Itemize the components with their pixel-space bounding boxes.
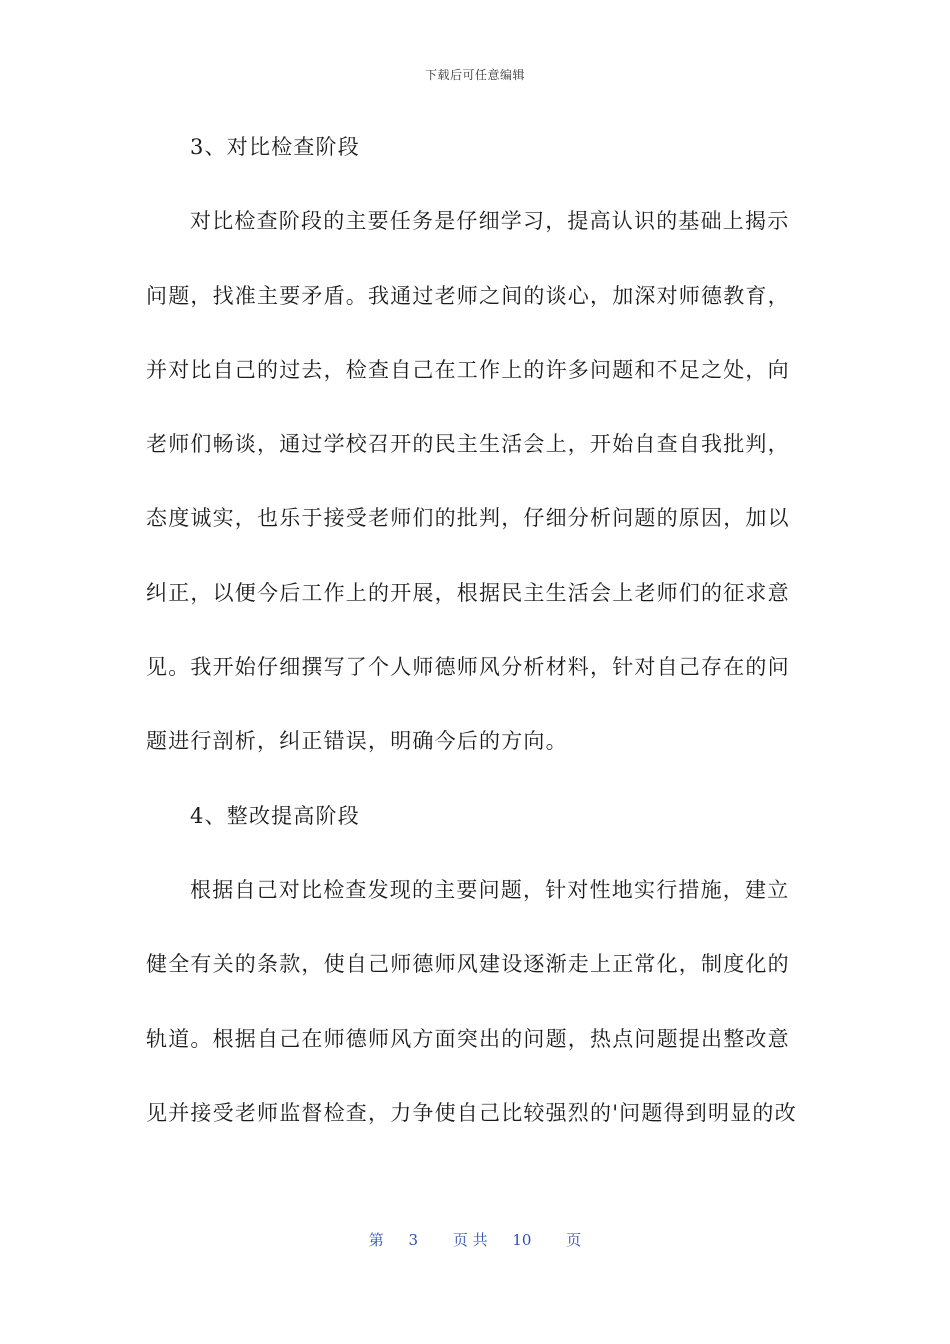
paragraph-line: 健全有关的条款，使自己师德师风建设逐渐走上正常化，制度化的: [146, 952, 790, 977]
page-total: 10: [512, 1231, 532, 1249]
section-heading: 3、对比检查阶段: [190, 135, 360, 159]
paragraph-line: 问题，找准主要矛盾。我通过老师之间的谈心，加深对师德教育，: [146, 283, 790, 308]
paragraph-line: 态度诚实，也乐于接受老师们的批判，仔细分析问题的原因，加以: [146, 506, 790, 531]
page-footer: [0, 1229, 950, 1250]
page-mid: 页 共: [452, 1231, 488, 1249]
paragraph-line: 并对比自己的过去，检查自己在工作上的许多问题和不足之处，向: [146, 357, 790, 382]
page-header-note: 下载后可任意编辑: [424, 68, 525, 82]
page-prefix: 第: [368, 1231, 384, 1249]
paragraph-line: 纠正，以便今后工作上的开展，根据民主生活会上老师们的征求意: [146, 580, 790, 605]
document-body: [146, 128, 806, 1168]
section-heading: 4、整改提高阶段: [190, 803, 360, 828]
paragraph-line: 老师们畅谈，通过学校召开的民主生活会上，开始自查自我批判，: [146, 432, 790, 457]
paragraph-line: 对比检查阶段的主要任务是仔细学习，提高认识的基础上揭示: [190, 209, 790, 234]
paragraph-line: 根据自己对比检查发现的主要问题，针对性地实行措施，建立: [190, 877, 790, 902]
paragraph-line: 见。我开始仔细撰写了个人师德师风分析材料，针对自己存在的问: [146, 655, 790, 680]
page-suffix: 页: [566, 1231, 582, 1249]
paragraph-line: 题进行剖析，纠正错误，明确今后的方向。: [146, 729, 568, 754]
paragraph-line: 见并接受老师监督检查，力争使自己比较强烈的'问题得到明显的改: [146, 1100, 797, 1125]
page-number: 3: [408, 1231, 419, 1249]
paragraph-line: 轨道。根据自己在师德师风方面突出的问题，热点问题提出整改意: [146, 1026, 790, 1051]
